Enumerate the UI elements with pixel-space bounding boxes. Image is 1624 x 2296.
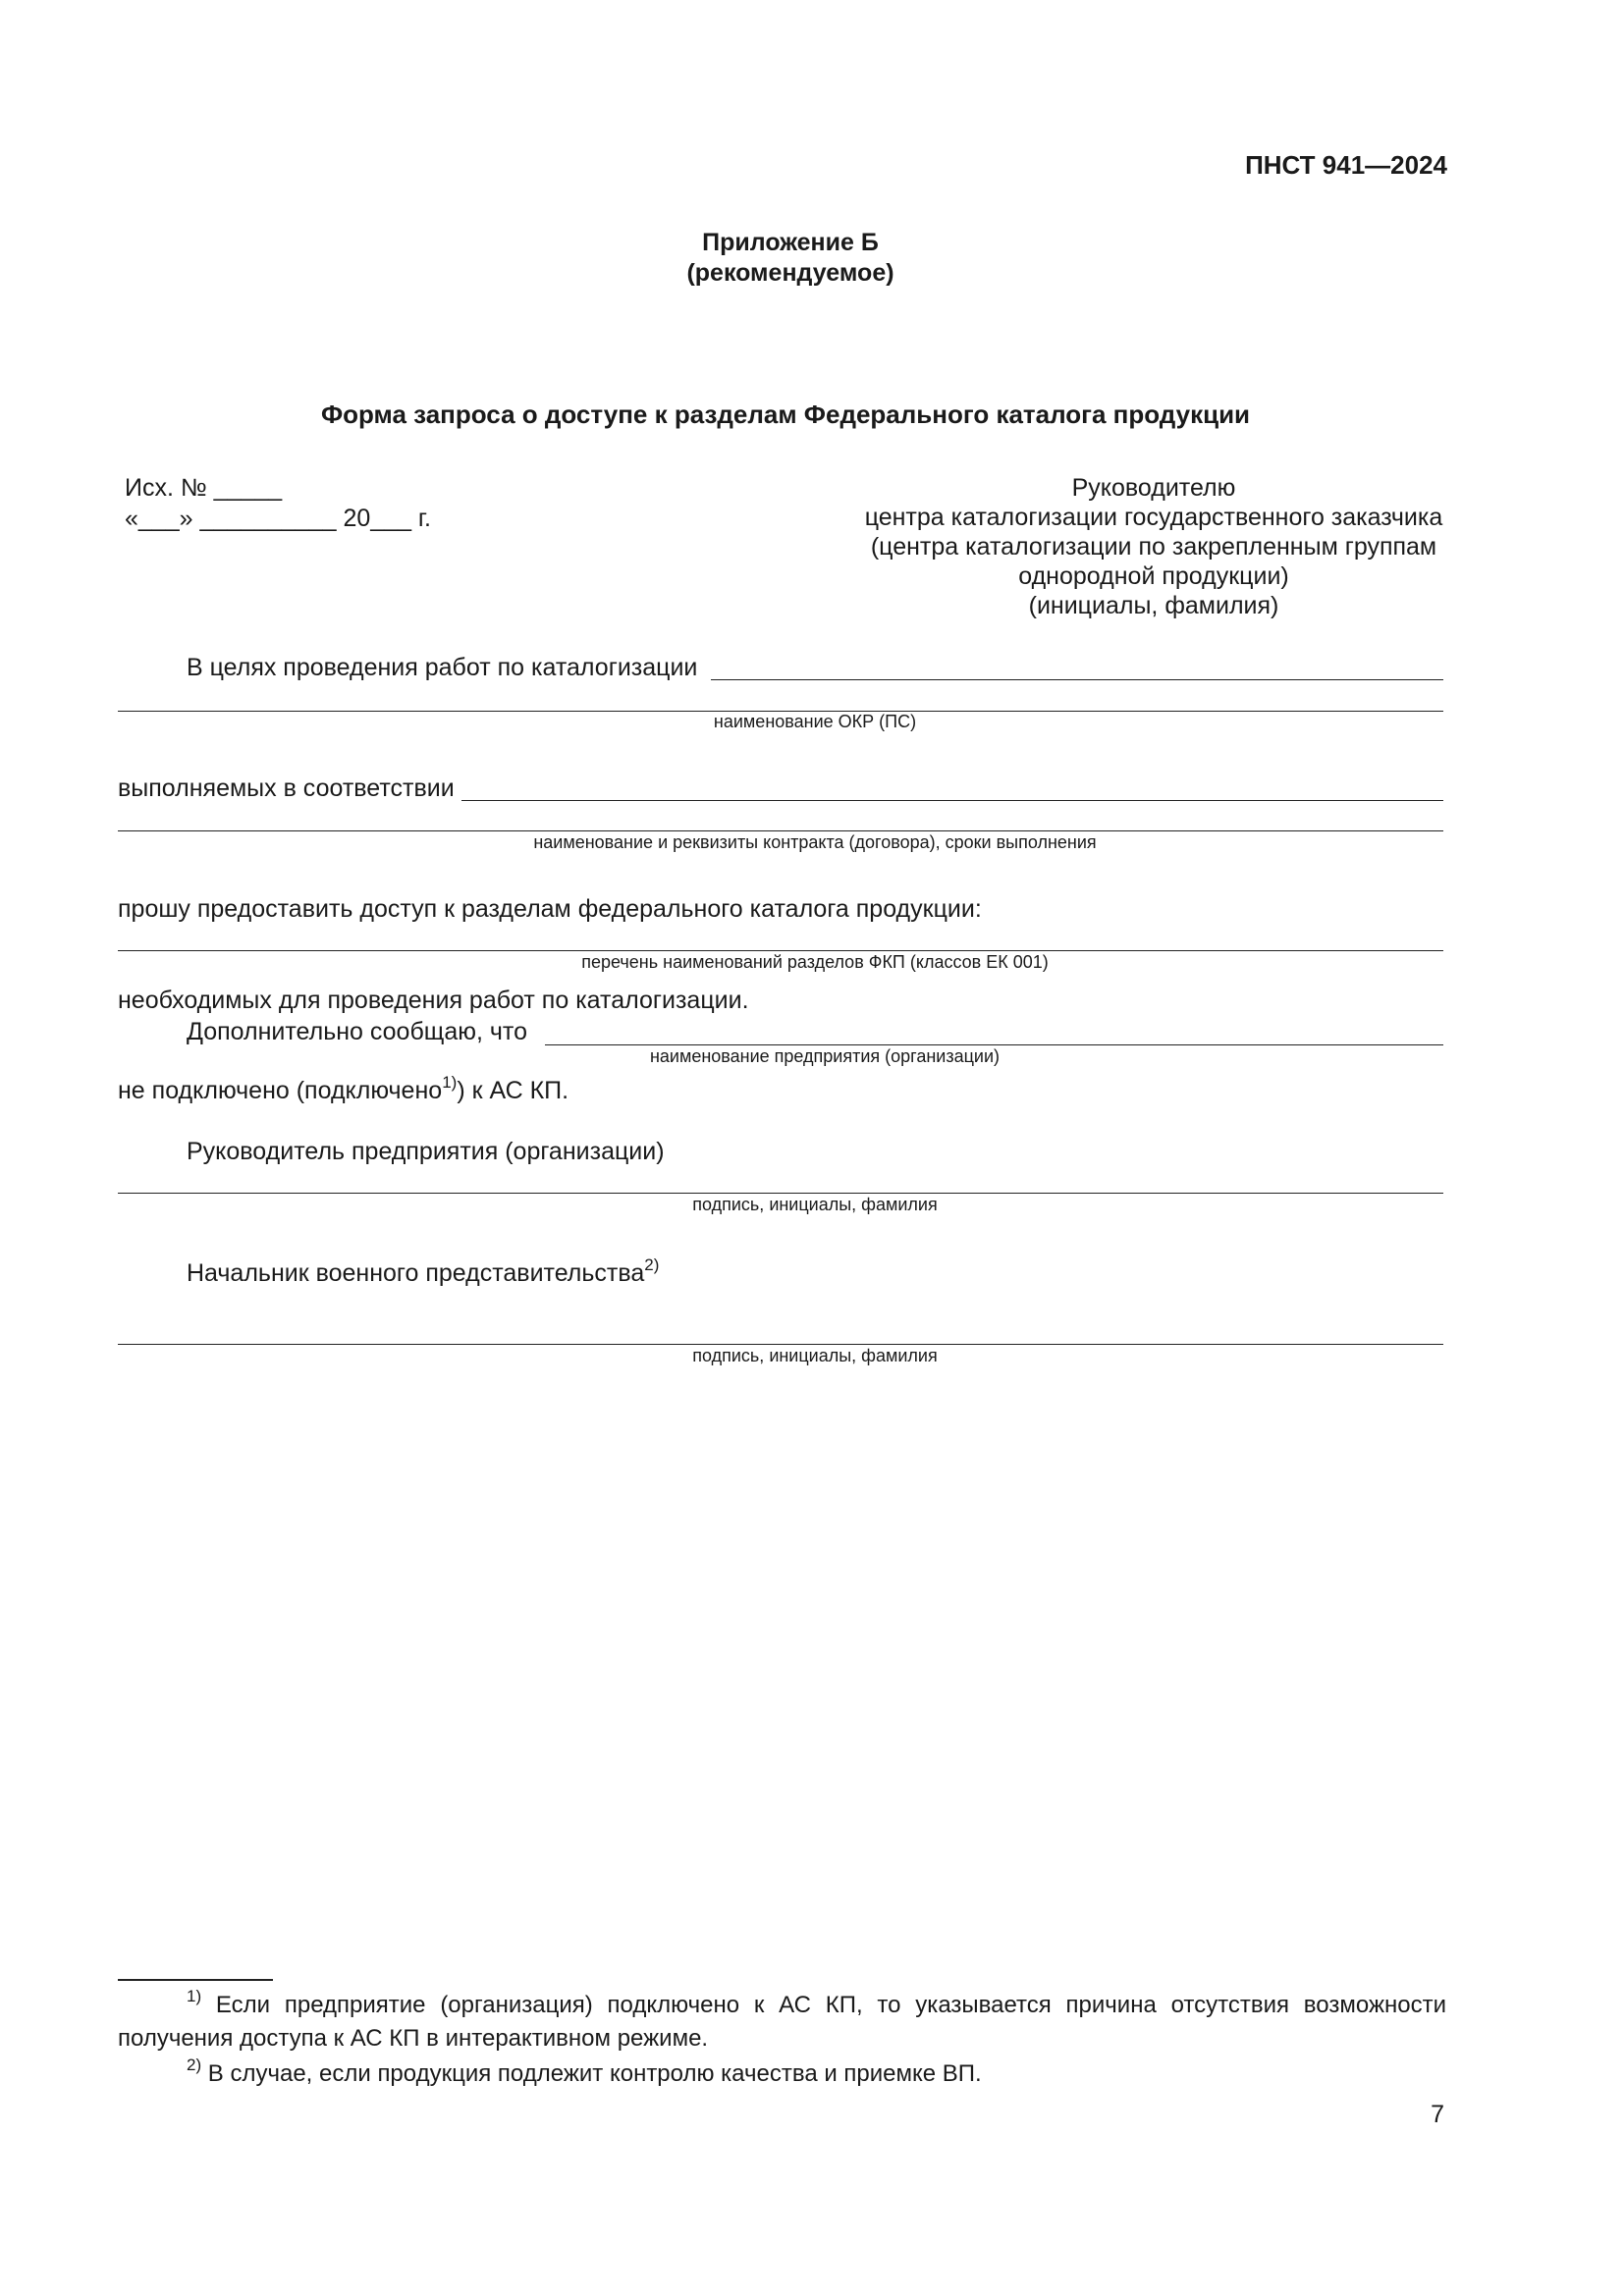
okr-field-line-1[interactable] bbox=[711, 679, 1443, 680]
contract-field-line-2[interactable] bbox=[118, 830, 1443, 831]
enterprise-signature-line[interactable] bbox=[118, 1193, 1443, 1194]
not-connected-text bbox=[118, 1072, 569, 1105]
footnote-mark-1: 1) bbox=[187, 1987, 202, 2005]
contract-field-line-1[interactable] bbox=[461, 800, 1443, 801]
head-military-label bbox=[187, 1255, 660, 1288]
appendix-subtitle: (рекомендуемое) bbox=[686, 259, 894, 287]
military-signature-line[interactable] bbox=[118, 1344, 1443, 1345]
necessary-text: необходимых для проведения работ по каталогизации. bbox=[118, 987, 749, 1014]
addressee-line: однородной продукции) bbox=[1018, 562, 1289, 590]
outgoing-number: Исх. № _____ bbox=[125, 474, 283, 502]
sections-field-line[interactable] bbox=[118, 950, 1443, 951]
not-connected-main: не подключено (подключено bbox=[118, 1077, 443, 1104]
additional-text: Дополнительно сообщаю, что bbox=[187, 1018, 527, 1045]
appendix-title: Приложение Б bbox=[702, 229, 879, 256]
footnote-2 bbox=[187, 2057, 1443, 2091]
caption-signature-2: подпись, инициалы, фамилия bbox=[692, 1346, 938, 1365]
head-military-text: Начальник военного представительства bbox=[187, 1259, 645, 1287]
purpose-text: В целях проведения работ по каталогизации bbox=[187, 654, 698, 681]
addressee-line: центра каталогизации государственного заказчика bbox=[864, 504, 1443, 531]
caption-contract: наименование и реквизиты контракта (договора), сроки выполнения bbox=[533, 832, 1097, 852]
caption-enterprise: наименование предприятия (организации) bbox=[649, 1046, 1001, 1066]
footnote-1 bbox=[118, 1989, 1446, 2056]
head-enterprise-label: Руководитель предприятия (организации) bbox=[187, 1138, 665, 1165]
request-text: прошу предоставить доступ к разделам федерального каталога продукции: bbox=[118, 895, 982, 923]
performed-text: выполняемых в соответствии bbox=[118, 774, 455, 802]
addressee-line: (инициалы, фамилия) bbox=[1028, 592, 1279, 619]
footnote-ref-2: 2) bbox=[644, 1255, 660, 1274]
not-connected-tail: ) к АС КП. bbox=[457, 1077, 569, 1104]
caption-sections: перечень наименований разделов ФКП (классов ЕК 001) bbox=[581, 952, 1049, 972]
page-number: 7 bbox=[1431, 2101, 1444, 2128]
enterprise-field-line[interactable] bbox=[545, 1044, 1443, 1045]
document-number: ПНСТ 941—2024 bbox=[1245, 150, 1447, 180]
caption-okr: наименование ОКР (ПС) bbox=[713, 712, 917, 731]
footnote-2-text: В случае, если продукция подлежит контролю качества и приемке ВП. bbox=[207, 2060, 982, 2087]
addressee-line: (центра каталогизации по закрепленным группам bbox=[870, 533, 1437, 561]
footnote-mark-2: 2) bbox=[187, 2056, 202, 2074]
form-title: Форма запроса о доступе к разделам Федерального каталога продукции bbox=[320, 400, 1251, 429]
caption-signature-1: подпись, инициалы, фамилия bbox=[692, 1195, 938, 1214]
addressee-line: Руководителю bbox=[1071, 474, 1236, 502]
footnote-1-text: Если предприятие (организация) подключено к АС КП, то указывается причина отсутствия возможности получения доступа к АС КП в интерактивном режиме. bbox=[118, 1992, 1446, 2052]
date-line: «___» __________ 20___ г. bbox=[125, 505, 431, 532]
addressee-block bbox=[844, 473, 1463, 620]
footnote-ref-1: 1) bbox=[442, 1072, 458, 1092]
footnote-separator bbox=[118, 1979, 273, 1981]
